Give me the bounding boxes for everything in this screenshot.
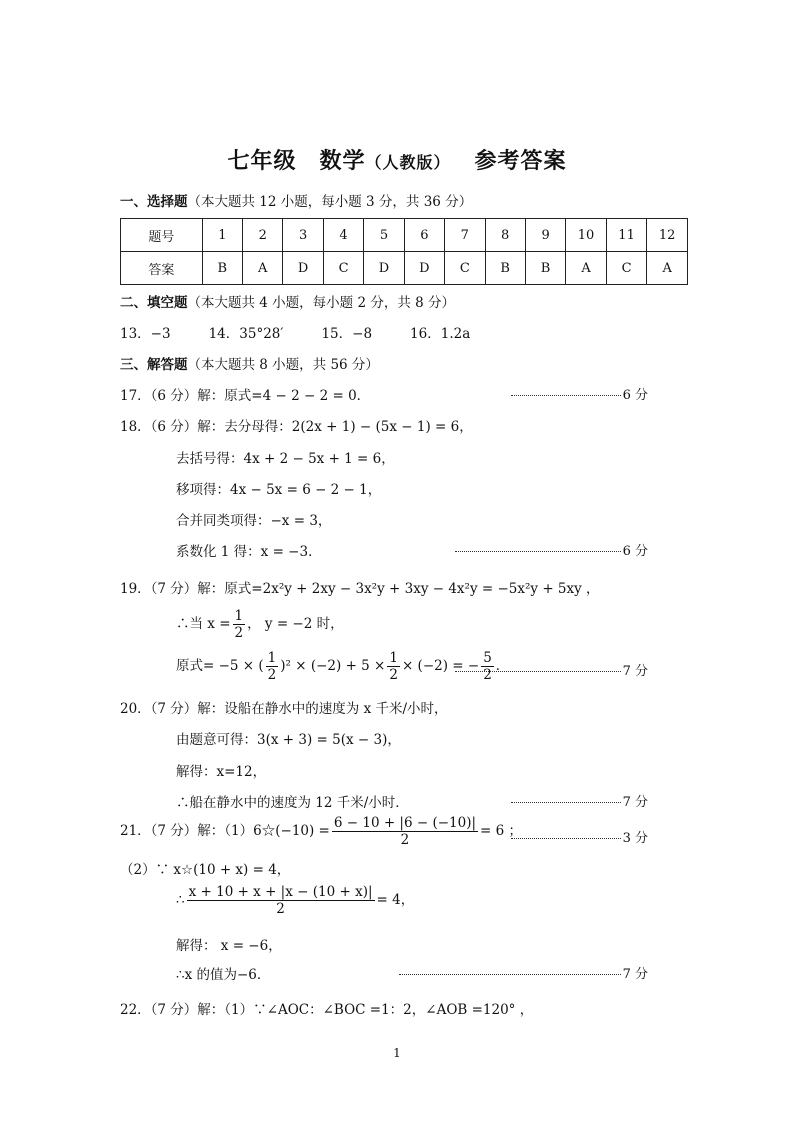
q19-line-1: 19．（7 分）解：原式=2x²y + 2xy − 3x²y + 3xy − 4x²y = −5x²y + 5xy ， [120, 581, 600, 597]
q17-line: 17．（6 分）解：原式=4 − 2 − 2 = 0． [120, 388, 371, 404]
q17-score: 6 分 [511, 384, 648, 403]
q20-line-3: 解得：x=12， [176, 764, 267, 780]
page-number: 1 [393, 1046, 401, 1060]
q20-line-1: 20．（7 分）解：设船在静水中的速度为 x 千米/小时， [120, 701, 448, 717]
table-row-answers: 答案 B A D C D D C B B A C A [121, 252, 688, 285]
q22-line-1: 22．（7 分）解：（1）∵∠AOC：∠BOC =1：2，∠AOB =120° ， [120, 1002, 534, 1018]
q18-line-5: 系数化 1 得：x = −3． [176, 544, 322, 560]
q18-line-1: 18．（6 分）解：去分母得：2(2x + 1) − (5x − 1) = 6， [120, 419, 473, 435]
q21-line-1: 21．（7 分）解：（1）6☆(−10) = $\frac{6 - 10 + |6 - (-10)|}{2}$ = 6 ； [120, 815, 523, 848]
q18-score: 6 分 [455, 540, 648, 559]
q19-score: 7 分 [455, 660, 648, 679]
q20-line-2: 由题意可得：3(x + 3) = 5(x − 3)， [176, 732, 401, 748]
section-2-header: 二、填空题（本大题共 4 小题，每小题 2 分，共 8 分） [120, 295, 456, 311]
q18-line-2: 去括号得：4x + 2 − 5x + 1 = 6， [176, 451, 395, 467]
section-3-header: 三、解答题（本大题共 8 小题，共 56 分） [120, 357, 379, 373]
page-title: 七年级 数学（人教版） 参考答案 [227, 149, 567, 174]
q19-line-3: 原式= −5 × ( $\frac{1}{2}$ )² × (−2) + 5 × $\frac{1}{2}$ × (−2) = − $\frac{5}{2}$ ． [176, 650, 510, 683]
q21-line-4: 解得： x = −6， [176, 938, 282, 954]
answer-table [120, 218, 688, 285]
table-row-numbers: 题号 1 2 3 4 5 6 7 8 9 10 11 12 [121, 219, 688, 252]
q21-score-1: 3 分 [511, 827, 648, 846]
q21-line-3: ∴ $\frac{x + 10 + x + |x - (10 + x)|}{2}$ = 4， [176, 884, 415, 917]
q21-line-2: （2）∵ x☆(10 + x) = 4， [120, 862, 291, 878]
q20-score: 7 分 [511, 791, 648, 810]
q21-line-5: ∴x 的值为−6． [176, 967, 271, 983]
q18-line-3: 移项得：4x − 5x = 6 − 2 − 1， [176, 482, 382, 498]
q20-line-4: ∴船在静水中的速度为 12 千米/小时． [176, 795, 409, 811]
q19-line-2: ∴当 x = $\frac{1}{2}$ ， y = −2 时， [176, 608, 344, 641]
fill-answers: 13．−3 14．35°28′ 15．−8 16．1.2a [120, 326, 471, 342]
q21-score-2: 7 分 [399, 963, 648, 982]
section-1-header: 一、选择题（本大题共 12 小题，每小题 3 分，共 36 分） [120, 194, 473, 210]
q18-line-4: 合并同类项得：−x = 3， [176, 513, 332, 529]
